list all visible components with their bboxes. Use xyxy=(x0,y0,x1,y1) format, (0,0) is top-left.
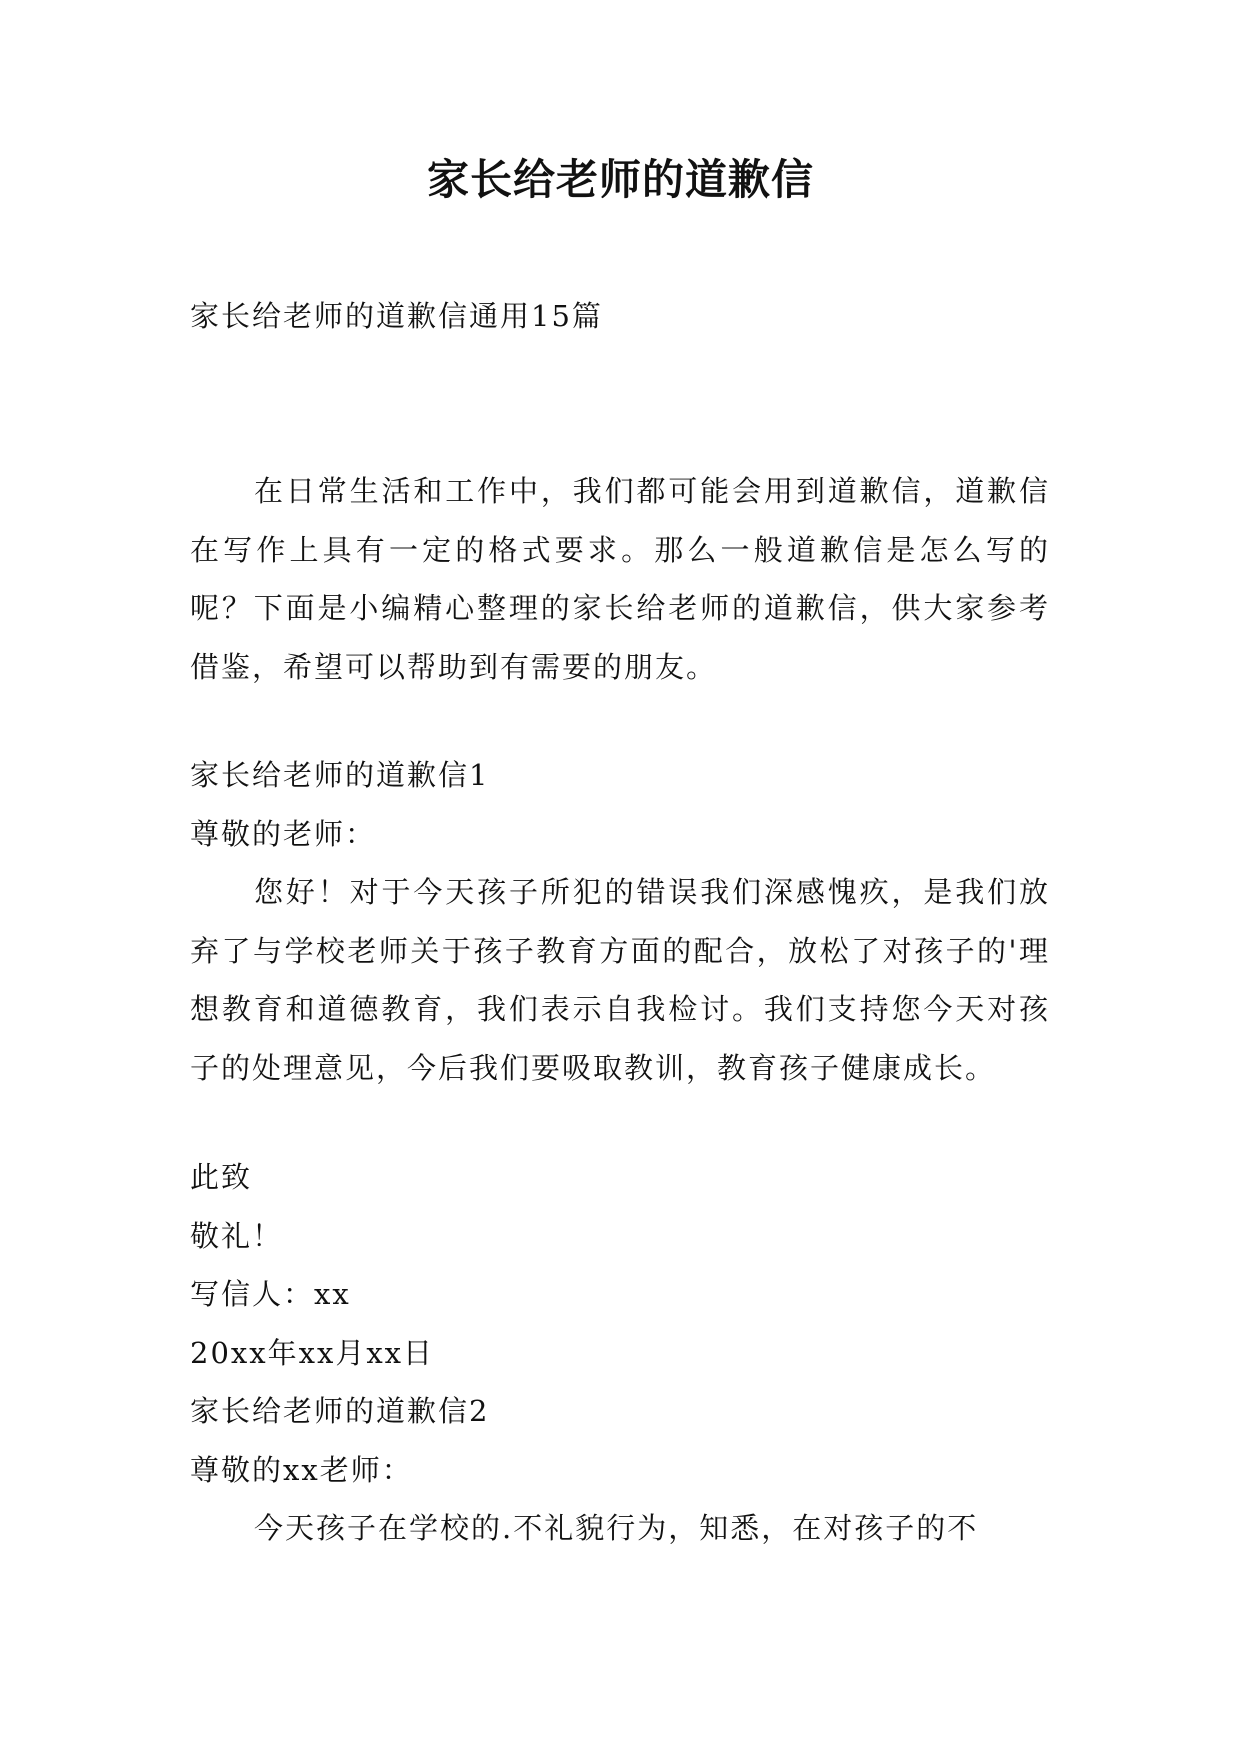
document-subtitle: 家长给老师的道歉信通用15篇 xyxy=(190,299,603,333)
letter2-heading: 家长给老师的道歉信2 xyxy=(190,1394,490,1428)
letter1-body: 您好！对于今天孩子所犯的错误我们深感愧疚，是我们放弃了与学校老师关于孩子教育方面的配合，放松了对孩子的'理想教育和道德教育，我们表示自我检讨。我们支持您今天对孩子的处理意见，今后我们要吸取教训，教育孩子健康成长。 xyxy=(190,875,1050,1085)
letter1-salutation: 尊敬的老师： xyxy=(190,817,377,851)
letter1-closing-2: 敬礼！ xyxy=(190,1219,284,1253)
intro-paragraph: 在日常生活和工作中，我们都可能会用到道歉信，道歉信在写作上具有一定的格式要求。那么一般道歉信是怎么写的呢？下面是小编精心整理的家长给老师的道歉信，供大家参考借鉴，希望可以帮助到有需要的朋友。 xyxy=(190,474,1050,684)
letter1-heading: 家长给老师的道歉信1 xyxy=(190,758,490,792)
document-title: 家长给老师的道歉信 xyxy=(426,155,814,204)
letter1-date: 20xx年xx月xx日 xyxy=(190,1336,435,1370)
letter2-body-start: 今天孩子在学校的.不礼貌行为，知悉，在对孩子的不 xyxy=(254,1511,979,1545)
letter1-closing-1: 此致 xyxy=(190,1160,253,1194)
letter1-signer: 写信人：xx xyxy=(190,1277,351,1311)
letter2-salutation: 尊敬的xx老师： xyxy=(190,1453,413,1487)
